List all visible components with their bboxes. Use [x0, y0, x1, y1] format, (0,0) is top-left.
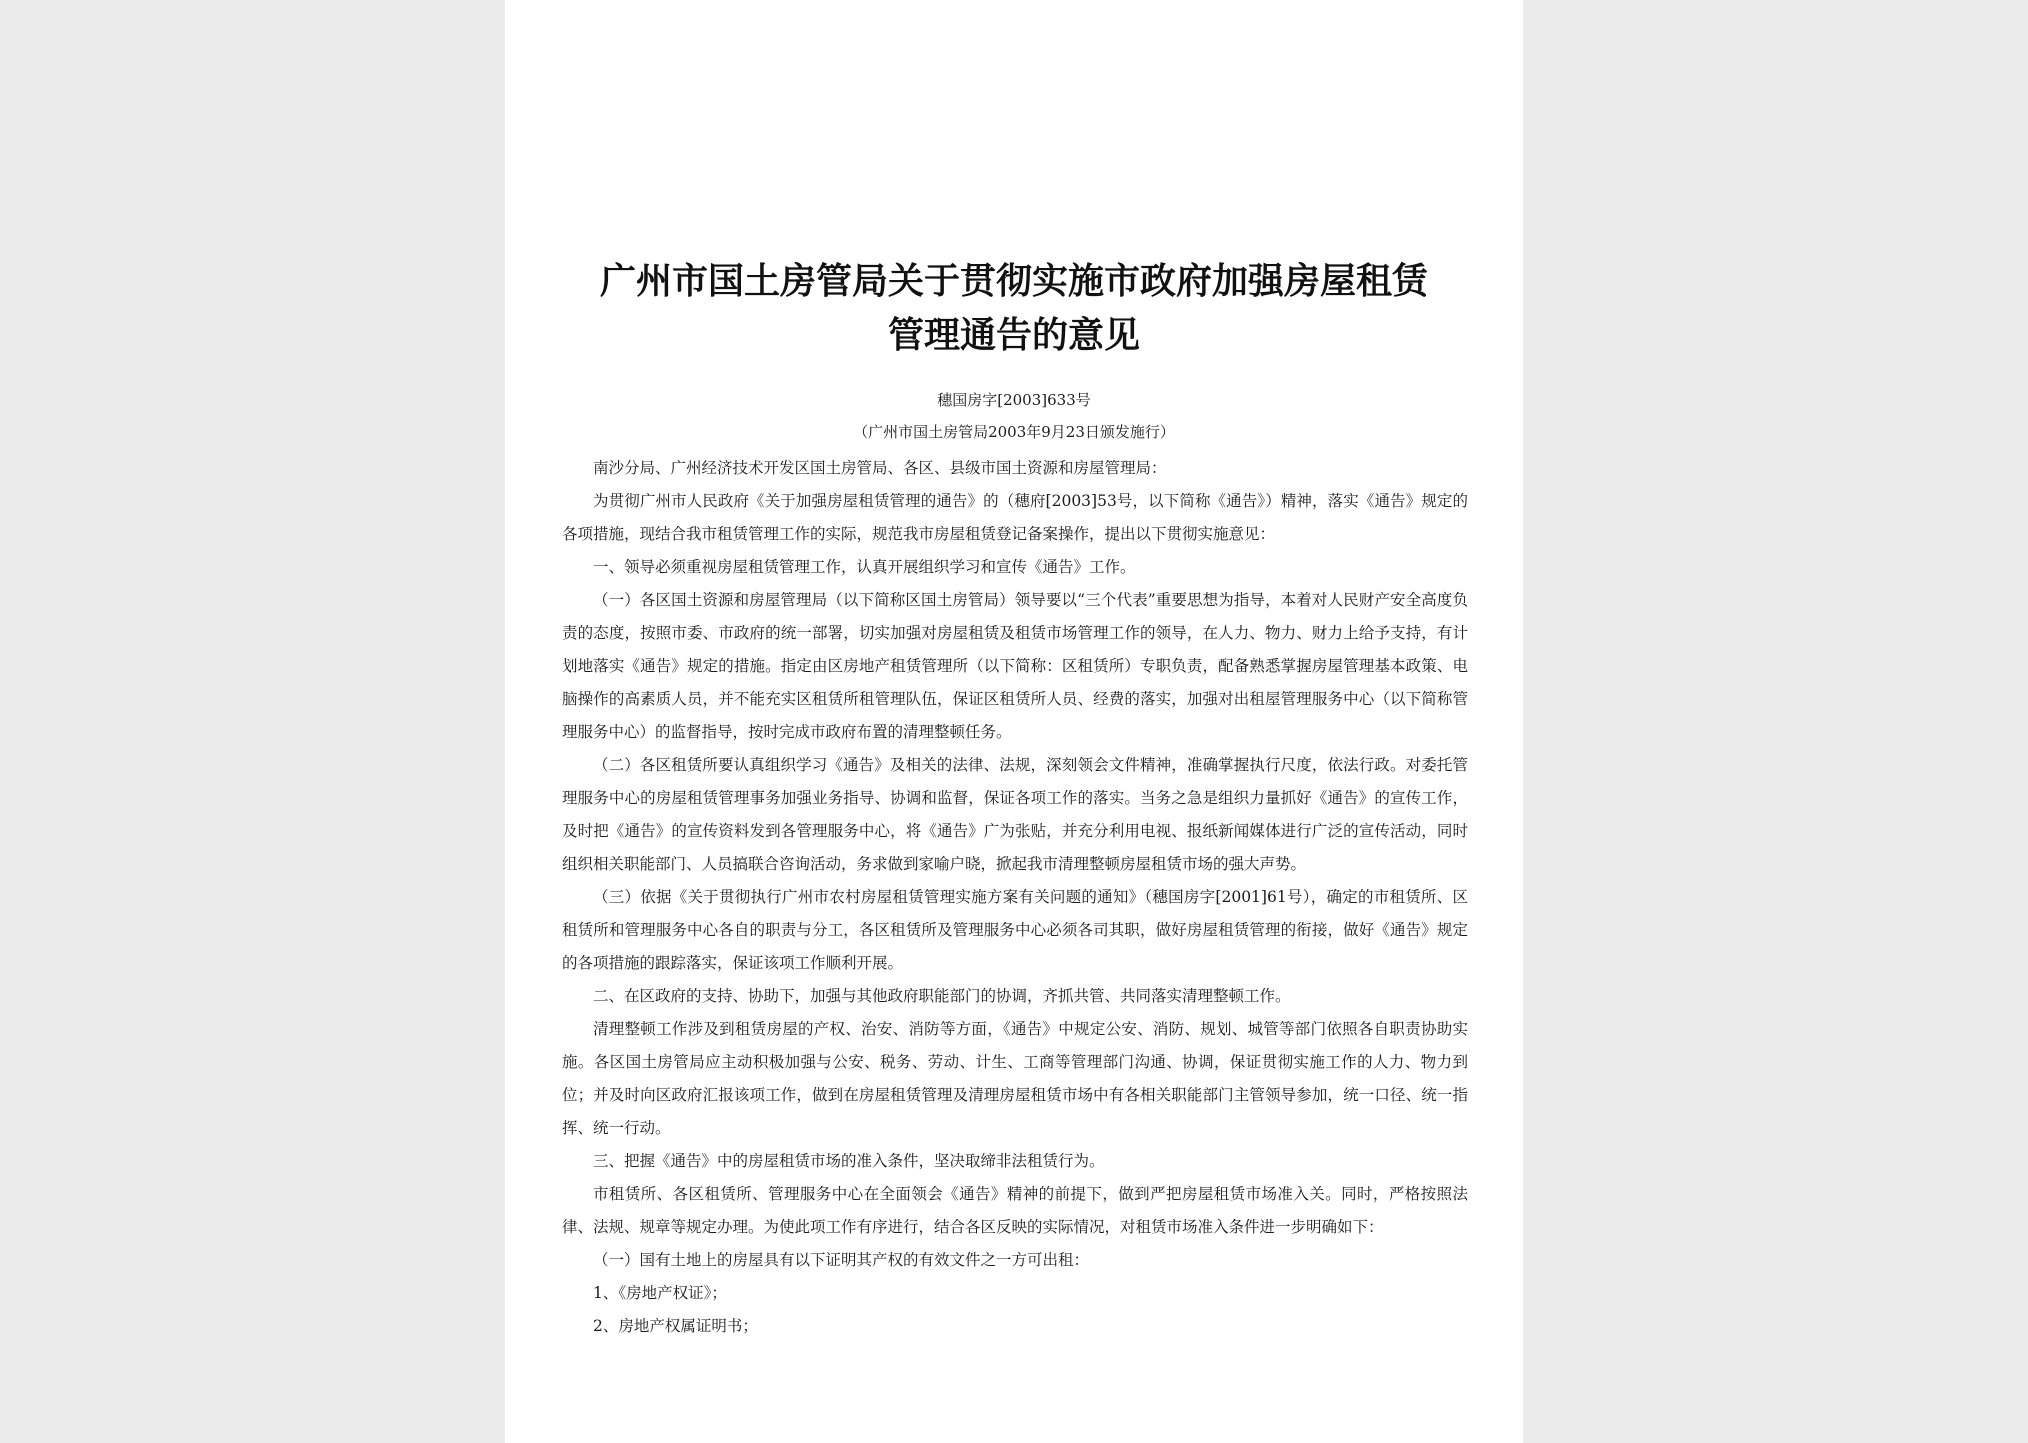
paragraph: 为贯彻广州市人民政府《关于加强房屋租赁管理的通告》的（穗府[2003]53号，以下简称《通告》）精神，落实《通告》规定的各项措施，现结合我市租赁管理工作的实际，规范我市房屋租赁登记备案操作，提出以下贯彻实施意见：	[562, 492, 1468, 543]
title-line-1: 广州市国土房管局关于贯彻实施市政府加强房屋租赁	[599, 261, 1428, 302]
paragraph: （二）各区租赁所要认真组织学习《通告》及相关的法律、法规，深刻领会文件精神，准确掌握执行尺度，依法行政。对委托管理服务中心的房屋租赁管理事务加强业务指导、协调和监督，保证各项工作的落实。当务之急是组织力量抓好《通告》的宣传工作，及时把《通告》的宣传资料发到各管理服务中心，将《通告》广为张贴，并充分利用电视、报纸新闻媒体进行广泛的宣传活动，同时组织相关职能部门、人员搞联合咨询活动，务求做到家喻户晓，掀起我市清理整顿房屋租赁市场的强大声势。	[562, 756, 1468, 873]
paragraph: 2、房地产权属证明书；	[593, 1317, 758, 1335]
paragraph: 二、在区政府的支持、协助下，加强与其他政府职能部门的协调，齐抓共管、共同落实清理整顿工作。	[593, 987, 1291, 1005]
document-number: 穗国房字[2003]633号	[937, 391, 1091, 409]
document-page	[505, 0, 1523, 1443]
document-body	[562, 452, 1468, 1343]
paragraph: （一）各区国土资源和房屋管理局（以下简称区国土房管局）领导要以“三个代表”重要思想为指导，本着对人民财产安全高度负责的态度，按照市委、市政府的统一部署，切实加强对房屋租赁及租赁市场管理工作的领导，在人力、物力、财力上给予支持，有计划地落实《通告》规定的措施。指定由区房地产租赁管理所（以下简称：区租赁所）专职负责，配备熟悉掌握房屋管理基本政策、电脑操作的高素质人员，并不能充实区租赁所租管理队伍，保证区租赁所人员、经费的落实，加强对出租屋管理服务中心（以下简称管理服务中心）的监督指导，按时完成市政府布置的清理整顿任务。	[562, 591, 1468, 741]
paragraph: （三）依据《关于贯彻执行广州市农村房屋租赁管理实施方案有关问题的通知》（穗国房字[2001]61号），确定的市租赁所、区租赁所和管理服务中心各自的职责与分工，各区租赁所及管理服务中心必须各司其职，做好房屋租赁管理的衔接，做好《通告》规定的各项措施的跟踪落实，保证该项工作顺利开展。	[562, 888, 1468, 972]
paragraph: 南沙分局、广州经济技术开发区国土房管局、各区、县级市国土资源和房屋管理局：	[593, 459, 1167, 477]
paragraph: （一）国有土地上的房屋具有以下证明其产权的有效文件之一方可出租：	[593, 1251, 1090, 1269]
paragraph: 清理整顿工作涉及到租赁房屋的产权、治安、消防等方面，《通告》中规定公安、消防、规划、城管等部门依照各自职责协助实施。各区国土房管局应主动积极加强与公安、税务、劳动、计生、工商等管理部门沟通、协调，保证贯彻实施工作的人力、物力到位；并及时向区政府汇报该项工作，做到在房屋租赁管理及清理房屋租赁市场中有各相关职能部门主管领导参加，统一口径、统一指挥、统一行动。	[562, 1020, 1468, 1137]
paragraph: 三、把握《通告》中的房屋租赁市场的准入条件，坚决取缔非法租赁行为。	[593, 1152, 1105, 1170]
paragraph: 1、《房地产权证》；	[593, 1284, 727, 1302]
document-title	[505, 255, 1523, 363]
title-line-2: 管理通告的意见	[887, 315, 1140, 356]
paragraph: 一、领导必须重视房屋租赁管理工作，认真开展组织学习和宣传《通告》工作。	[593, 558, 1136, 576]
paragraph: 市租赁所、各区租赁所、管理服务中心在全面领会《通告》精神的前提下，做到严把房屋租赁市场准入关。同时，严格按照法律、法规、规章等规定办理。为使此项工作有序进行，结合各区反映的实际情况，对租赁市场准入条件进一步明确如下：	[562, 1185, 1468, 1236]
issued-note: （广州市国土房管局2003年9月23日颁发施行）	[853, 423, 1175, 441]
